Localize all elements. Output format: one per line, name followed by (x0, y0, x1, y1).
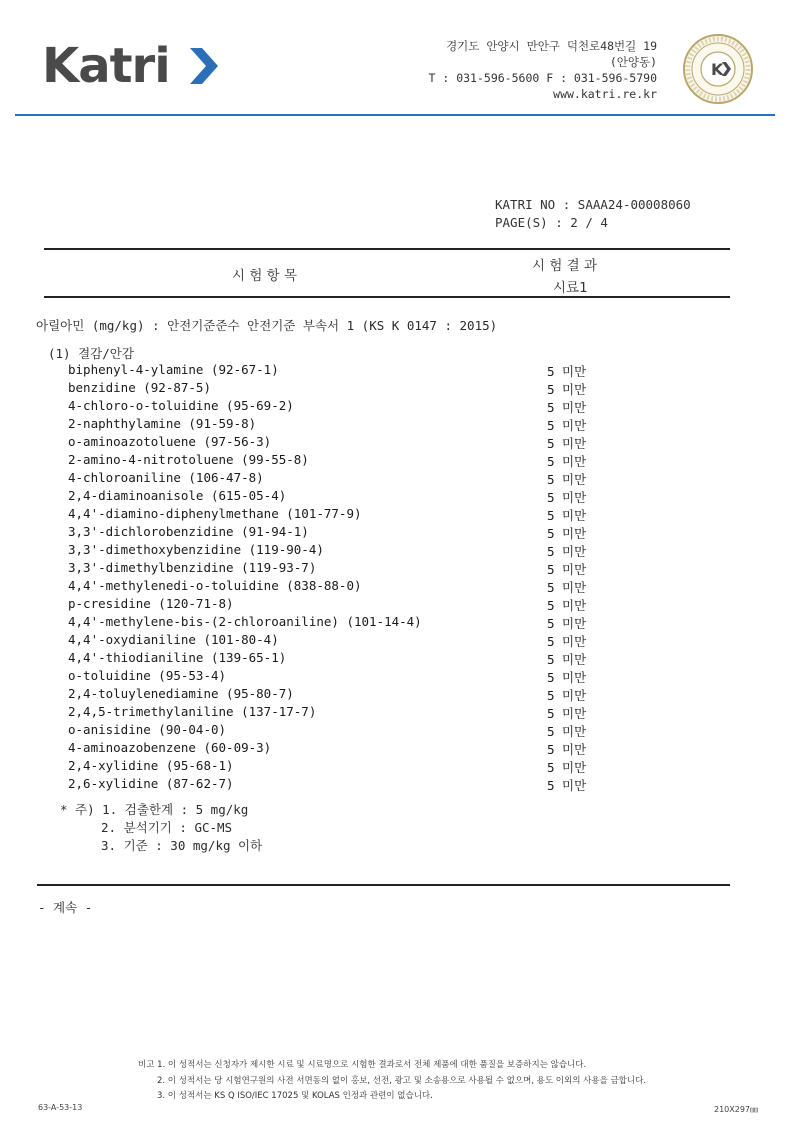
test-item-name: 4,4'-thiodianiline (139-65-1) (68, 650, 287, 665)
table-header-rule (44, 296, 730, 298)
table-row (68, 398, 668, 416)
table-row (68, 506, 668, 524)
test-item-result: 5 미만 (547, 544, 587, 559)
test-item-name: biphenyl-4-ylamine (92-67-1) (68, 362, 279, 377)
table-row (68, 380, 668, 398)
test-item-result: 5 미만 (547, 580, 587, 595)
table-top-rule (44, 248, 730, 250)
test-item-name: 2,4-toluylenediamine (95-80-7) (68, 686, 294, 701)
paper-size: 210X297㎜ (714, 1105, 759, 1114)
page-count: PAGE(S) : 2 / 4 (495, 215, 608, 230)
table-row (68, 668, 668, 686)
test-item-name: 2,4-diaminoanisole (615-05-4) (68, 488, 287, 503)
test-item-name: 2-naphthylamine (91-59-8) (68, 416, 257, 431)
table-row (68, 470, 668, 488)
test-item-name: 4,4'-oxydianiline (101-80-4) (68, 632, 279, 647)
test-item-result: 5 미만 (547, 508, 587, 523)
test-item-result: 5 미만 (547, 778, 587, 793)
katri-logo: Katri (42, 38, 170, 94)
section-title: 아릴아민 (mg/kg) : 안전기준준수 안전기준 부속서 1 (KS K 0147 : 2015) (36, 318, 498, 333)
test-item-name: 4-aminoazobenzene (60-09-3) (68, 740, 272, 755)
test-item-name: 3,3'-dichlorobenzidine (91-94-1) (68, 524, 309, 539)
test-items-header: 시 험 항 목 (232, 268, 298, 284)
test-item-name: 4-chloro-o-toluidine (95-69-2) (68, 398, 294, 413)
test-item-result: 5 미만 (547, 652, 587, 667)
test-item-name: 3,3'-dimethylbenzidine (119-93-7) (68, 560, 317, 575)
katri-seal-icon (682, 33, 754, 105)
table-row (68, 434, 668, 452)
note-detection-limit: * 주) 1. 검출한계 : 5 mg/kg (60, 802, 249, 817)
table-row (68, 722, 668, 740)
table-row (68, 740, 668, 758)
test-item-result: 5 미만 (547, 400, 587, 415)
table-row (68, 776, 668, 794)
table-row (68, 416, 668, 434)
website-link[interactable]: www.katri.re.kr (553, 87, 657, 101)
note-instrument: 2. 분석기기 : GC-MS (101, 820, 233, 835)
test-item-result: 5 미만 (547, 706, 587, 721)
test-item-result: 5 미만 (547, 418, 587, 433)
logo-chevron-icon (186, 44, 222, 88)
test-item-result: 5 미만 (547, 472, 587, 487)
continued-label: - 계속 - (38, 900, 93, 915)
seal-letter: K (711, 60, 724, 79)
test-item-name: 4,4'-methylene-bis-(2-chloroaniline) (101-14-4) (68, 614, 422, 629)
header-divider (15, 114, 775, 116)
footer-remark-1: 비고 1. 이 성적서는 신청자가 제시한 시료 및 시료명으로 시험한 결과로서 전체 제품에 대한 품질을 보증하지는 않습니다. (138, 1060, 587, 1070)
test-item-name: 2-amino-4-nitrotoluene (99-55-8) (68, 452, 309, 467)
test-item-result: 5 미만 (547, 364, 587, 379)
table-row (68, 632, 668, 650)
test-item-result: 5 미만 (547, 454, 587, 469)
table-row (68, 560, 668, 578)
test-item-name: 2,4,5-trimethylaniline (137-17-7) (68, 704, 317, 719)
table-row (68, 362, 668, 380)
note-standard: 3. 기준 : 30 mg/kg 이하 (101, 838, 263, 853)
test-item-name: o-aminoazotoluene (97-56-3) (68, 434, 272, 449)
test-item-name: 4,4'-methylenedi-o-toluidine (838-88-0) (68, 578, 362, 593)
table-bottom-rule (37, 884, 730, 886)
test-item-result: 5 미만 (547, 526, 587, 541)
table-row (68, 524, 668, 542)
table-row (68, 614, 668, 632)
sample-header: 시료1 (553, 280, 588, 296)
test-item-result: 5 미만 (547, 742, 587, 757)
test-item-name: o-anisidine (90-04-0) (68, 722, 227, 737)
test-item-result: 5 미만 (547, 490, 587, 505)
test-item-result: 5 미만 (547, 562, 587, 577)
test-item-name: 4-chloroaniline (106-47-8) (68, 470, 264, 485)
table-row (68, 704, 668, 722)
phone-fax-line: T : 031-596-5600 F : 031-596-5790 (428, 71, 657, 85)
table-row (68, 686, 668, 704)
table-row (68, 488, 668, 506)
test-item-name: benzidine (92-87-5) (68, 380, 211, 395)
test-item-name: 2,4-xylidine (95-68-1) (68, 758, 234, 773)
address-line-1: 경기도 안양시 만안구 덕천로48번길 19 (446, 39, 657, 53)
test-item-result: 5 미만 (547, 616, 587, 631)
test-item-result: 5 미만 (547, 436, 587, 451)
test-item-result: 5 미만 (547, 670, 587, 685)
section-subtitle: (1) 결감/안감 (48, 346, 134, 361)
footer-remark-2: 2. 이 성적서는 당 시험연구원의 사전 서면동의 없이 홍보, 선전, 광고 및 소송용으로 사용될 수 없으며, 용도 이외의 사용을 금합니다. (157, 1076, 647, 1086)
test-item-name: 3,3'-dimethoxybenzidine (119-90-4) (68, 542, 324, 557)
test-results-header: 시 험 결 과 (532, 258, 598, 274)
test-item-name: 2,6-xylidine (87-62-7) (68, 776, 234, 791)
table-row (68, 596, 668, 614)
test-item-result: 5 미만 (547, 634, 587, 649)
table-row (68, 542, 668, 560)
form-code: 63-A-53-13 (38, 1103, 83, 1112)
test-item-result: 5 미만 (547, 382, 587, 397)
test-item-result: 5 미만 (547, 724, 587, 739)
table-row (68, 758, 668, 776)
test-item-name: 4,4'-diamino-diphenylmethane (101-77-9) (68, 506, 362, 521)
test-item-name: o-toluidine (95-53-4) (68, 668, 227, 683)
footer-remark-3: 3. 이 성적서는 KS Q ISO/IEC 17025 및 KOLAS 인정과 관련이 없습니다. (157, 1091, 433, 1101)
test-item-name: p-cresidine (120-71-8) (68, 596, 234, 611)
report-number: KATRI NO : SAAA24-00008060 (495, 197, 691, 212)
test-item-result: 5 미만 (547, 598, 587, 613)
test-item-result: 5 미만 (547, 760, 587, 775)
address-line-2: (안양동) (609, 55, 657, 69)
table-row (68, 650, 668, 668)
test-item-result: 5 미만 (547, 688, 587, 703)
table-row (68, 578, 668, 596)
table-row (68, 452, 668, 470)
